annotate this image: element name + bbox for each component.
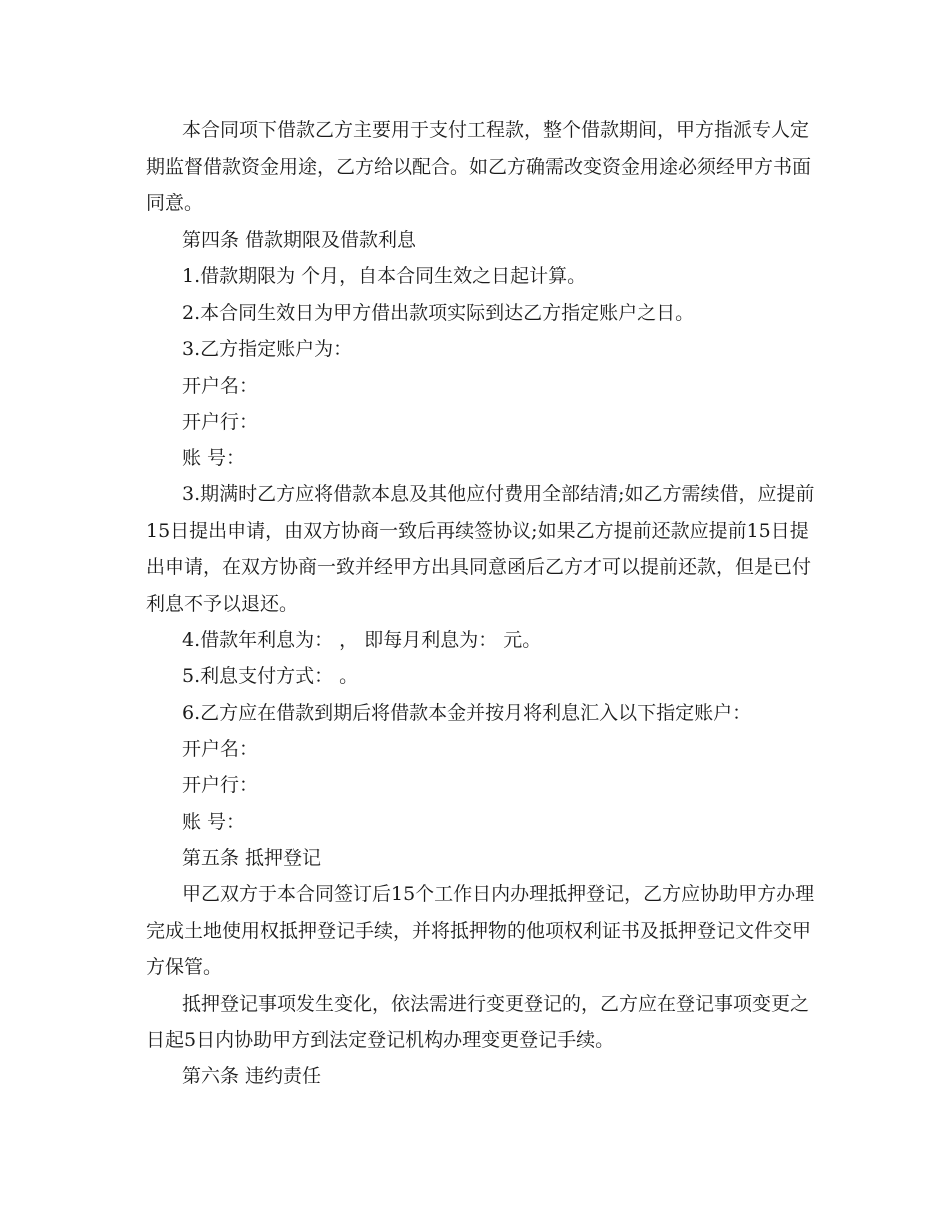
paragraph-line: 6.乙方应在借款到期后将借款本金并按月将利息汇入以下指定账户： [182, 702, 752, 724]
section-heading: 第六条 违约责任 [182, 1065, 322, 1087]
paragraph-line: 利息不予以退还。 [146, 593, 299, 615]
account-bank-label: 开户行： [182, 774, 259, 796]
paragraph-line: 日起5日内协助甲方到法定登记机构办理变更登记手续。 [146, 1029, 615, 1051]
account-number-label: 账 号： [182, 811, 246, 833]
account-name-label: 开户名： [182, 375, 259, 397]
paragraph-line: 同意。 [146, 192, 204, 214]
paragraph-line: 2.本合同生效日为甲方借出款项实际到达乙方指定账户之日。 [182, 302, 695, 324]
paragraph-line: 15日提出申请，由双方协商一致后再续签协议;如果乙方提前还款应提前15日提 [146, 520, 809, 542]
paragraph-line: 甲乙双方于本合同签订后15个工作日内办理抵押登记，乙方应协助甲方办理 [182, 883, 815, 905]
paragraph-line: 本合同项下借款乙方主要用于支付工程款，整个借款期间，甲方指派专人定 [182, 119, 810, 141]
paragraph-line: 3.乙方指定账户为： [182, 338, 353, 360]
paragraph-line: 5.利息支付方式： 。 [182, 665, 359, 687]
section-heading: 第五条 抵押登记 [182, 847, 322, 869]
account-number-label: 账 号： [182, 447, 246, 469]
account-bank-label: 开户行： [182, 411, 259, 433]
account-name-label: 开户名： [182, 738, 259, 760]
paragraph-line: 1.借款期限为 个月，自本合同生效之日起计算。 [182, 265, 587, 287]
paragraph-line: 方保管。 [146, 956, 223, 978]
paragraph-line: 3.期满时乙方应将借款本息及其他应付费用全部结清;如乙方需续借，应提前 [182, 483, 815, 505]
paragraph-line: 出申请，在双方协商一致并经甲方出具同意函后乙方才可以提前还款，但是已付 [146, 556, 812, 578]
paragraph-line: 期监督借款资金用途，乙方给以配合。如乙方确需改变资金用途必须经甲方书面 [146, 156, 812, 178]
paragraph-line: 4.借款年利息为： ， 即每月利息为： 元。 [182, 629, 542, 651]
paragraph-line: 抵押登记事项发生变化，依法需进行变更登记的，乙方应在登记事项变更之 [182, 993, 810, 1015]
paragraph-line: 完成土地使用权抵押登记手续，并将抵押物的他项权利证书及抵押登记文件交甲 [146, 920, 812, 942]
section-heading: 第四条 借款期限及借款利息 [182, 229, 417, 251]
